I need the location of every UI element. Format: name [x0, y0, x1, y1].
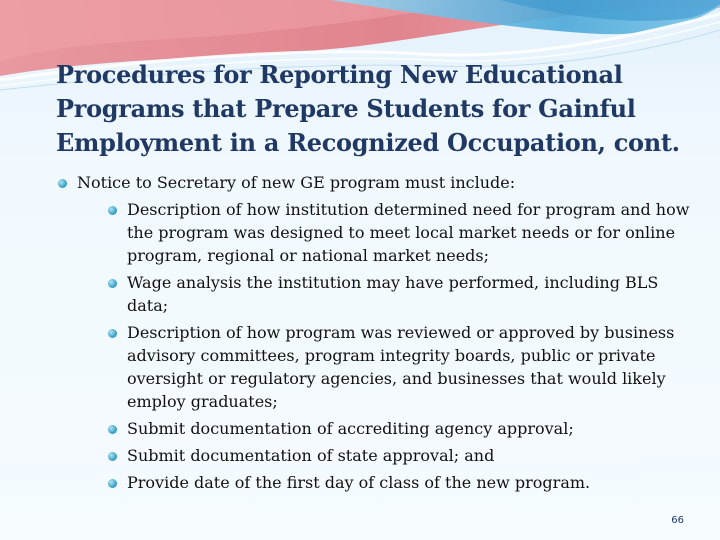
bullet-icon [108, 279, 117, 288]
sub-bullet-text: Wage analysis the institution may have performed, including BLS data; [127, 273, 659, 315]
main-bullet-item [56, 172, 696, 494]
bullet-icon [108, 206, 117, 215]
main-bullet-text: Notice to Secretary of new GE program must include: [77, 173, 516, 192]
sub-bullet-list [77, 198, 696, 494]
bullet-icon [108, 479, 117, 488]
sub-bullet-text: Description of how program was reviewed or approved by business advisory committees, program integrity boards, public or private oversight or regulatory agencies, and businesses that would likely employ graduates; [127, 323, 675, 411]
sub-bullet-item [77, 444, 696, 467]
bullet-icon [108, 425, 117, 434]
bullet-list [56, 172, 696, 498]
sub-bullet-item [77, 417, 696, 440]
page-number: 66 [671, 515, 684, 526]
sub-bullet-item [77, 471, 696, 494]
bullet-icon [58, 179, 67, 188]
sub-bullet-item [77, 271, 696, 317]
slide-title: Procedures for Reporting New Educational Programs that Prepare Students for Gainful Employment in a Recognized Occupation, cont. [56, 60, 680, 157]
bullet-icon [108, 452, 117, 461]
sub-bullet-text: Provide date of the first day of class of the new program. [127, 473, 591, 492]
bullet-icon [108, 329, 117, 338]
sub-bullet-text: Submit documentation of state approval; and [127, 446, 495, 465]
sub-bullet-item [77, 321, 696, 413]
sub-bullet-text: Submit documentation of accrediting agency approval; [127, 419, 574, 438]
sub-bullet-text: Description of how institution determined need for program and how the program was designed to meet local market needs or for online program, regional or national market needs; [127, 200, 690, 265]
sub-bullet-item [77, 198, 696, 267]
